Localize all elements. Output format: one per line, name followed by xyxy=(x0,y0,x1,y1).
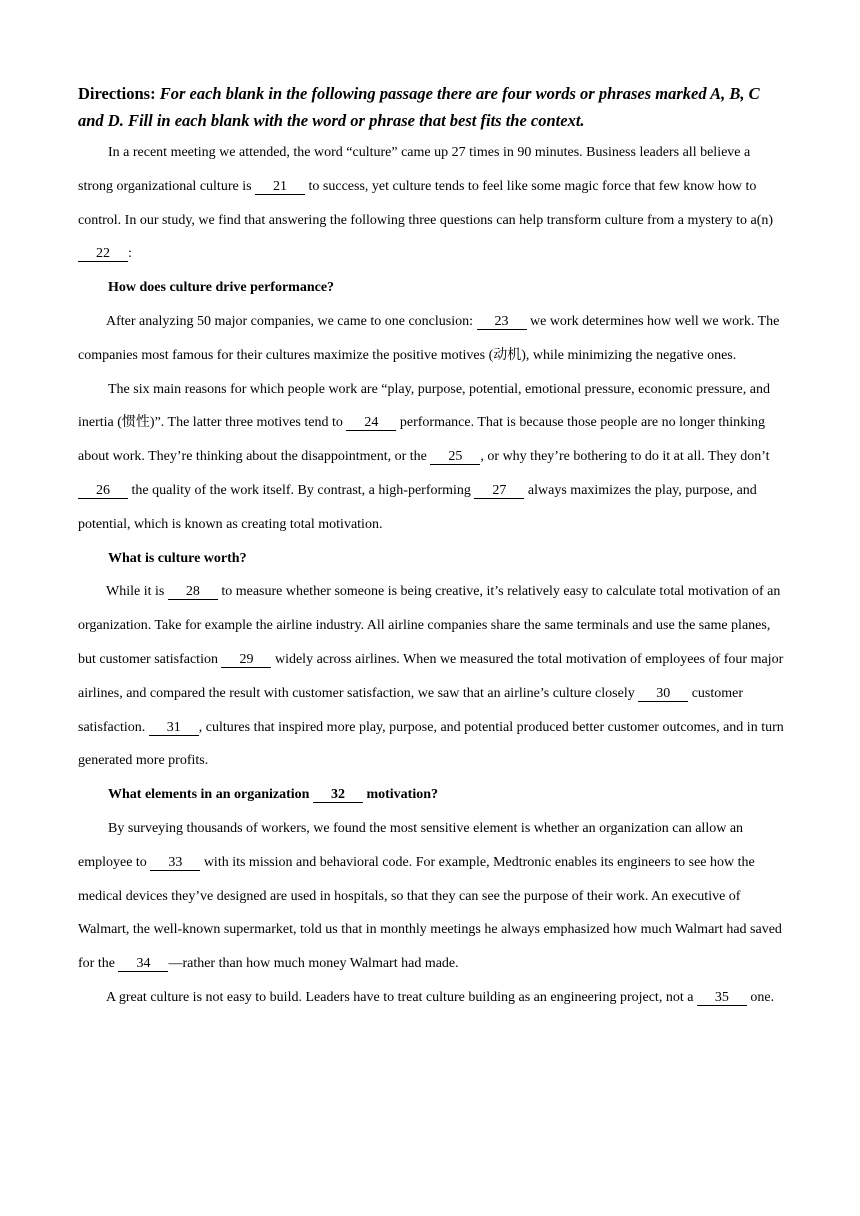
blank-34[interactable]: 34 xyxy=(118,956,168,972)
paragraph-text: always maximizes the play, purpose, and potential, which is known as creating total motivation. xyxy=(78,482,757,532)
section-heading-2: What is culture worth? xyxy=(108,550,247,566)
heading-text: What elements in an organization xyxy=(108,787,313,803)
blank-21[interactable]: 21 xyxy=(255,179,305,195)
paragraph-text: The six main reasons for which people work are “play, purpose, potential, emotional pressure, economic pressure, and inertia (惯性)”. The latter three motives tend to xyxy=(78,381,770,431)
section-heading-3 xyxy=(78,778,784,812)
blank-27[interactable]: 27 xyxy=(474,483,524,499)
directions xyxy=(78,80,784,134)
paragraph-text: we work determines how well we work. The companies most famous for their cultures maximize the positive motives (动机), while minimizing the negative ones. xyxy=(78,313,780,363)
directions-label: Directions: xyxy=(78,84,156,103)
blank-22[interactable]: 22 xyxy=(78,246,128,262)
paragraph-text: A great culture is not easy to build. Leaders have to treat culture building as an engineering project, not a xyxy=(106,989,697,1005)
paragraph-text: While it is xyxy=(106,584,168,600)
section-heading-1: How does culture drive performance? xyxy=(108,280,335,296)
paragraph-4 xyxy=(78,575,784,778)
blank-33[interactable]: 33 xyxy=(150,855,200,871)
paragraph-text: to measure whether someone is being creative, it’s relatively easy to calculate total motivation of an organization. Take for example the airline industry. All airline companies share the same terminals and use the same planes, but customer satisfaction xyxy=(78,584,781,667)
blank-32[interactable]: 32 xyxy=(313,787,363,803)
paragraph-text: customer satisfaction. xyxy=(78,685,744,735)
blank-29[interactable]: 29 xyxy=(221,652,271,668)
paragraph-text: —rather than how much money Walmart had made. xyxy=(168,956,459,972)
blank-26[interactable]: 26 xyxy=(78,483,128,499)
paragraph-text: : xyxy=(128,246,132,262)
paragraph-6 xyxy=(78,981,784,1015)
paragraph-text: with its mission and behavioral code. For example, Medtronic enables its engineers to see how the medical devices they’ve designed are used in hospitals, so that they can see the purpose of their work. An executive of Walmart, the well-known supermarket, told us that in monthly meetings he always emphasized how much Walmart had saved for the xyxy=(78,854,782,972)
directions-text: For each blank in the following passage there are four words or phrases marked A, B, C and D. Fill in each blank with the word or phrase that best fits the context. xyxy=(78,84,760,130)
paragraph-text: By surveying thousands of workers, we found the most sensitive element is whether an organization can allow an employee to xyxy=(78,820,744,870)
blank-25[interactable]: 25 xyxy=(430,449,480,465)
blank-31[interactable]: 31 xyxy=(149,720,199,736)
paragraph-text: the quality of the work itself. By contrast, a high-performing xyxy=(128,482,475,498)
paragraph-text: , or why they’re bothering to do it at all. They don’t xyxy=(480,449,770,465)
paragraph-text: one. xyxy=(746,989,775,1005)
blank-30[interactable]: 30 xyxy=(638,686,688,702)
paragraph-text: After analyzing 50 major companies, we came to one conclusion: xyxy=(106,313,477,329)
heading-text: motivation? xyxy=(362,787,439,803)
blank-23[interactable]: 23 xyxy=(477,314,527,330)
blank-24[interactable]: 24 xyxy=(346,415,396,431)
paragraph-text: In a recent meeting we attended, the word “culture” came up 27 times in 90 minutes. Business leaders all believe a strong organizational culture is xyxy=(78,145,751,194)
paragraph-text: widely across airlines. When we measured the total motivation of employees of four major airlines, and compared the result with customer satisfaction, we saw that an airline’s culture closely xyxy=(78,651,784,701)
paragraph-text: performance. That is because those people are no longer thinking about work. They’re thinking about the disappointment, or the xyxy=(78,415,766,465)
passage-page xyxy=(78,80,784,1015)
paragraph-text: to success, yet culture tends to feel like some magic force that few know how to control. In our study, we find that answering the following three questions can help transform culture from a mystery to a(n) xyxy=(78,178,774,228)
paragraph-5 xyxy=(78,812,784,981)
paragraph-text: , cultures that inspired more play, purpose, and potential produced better customer outcomes, and in turn generated more profits. xyxy=(78,719,784,769)
blank-28[interactable]: 28 xyxy=(168,584,218,600)
paragraph-1 xyxy=(78,136,784,271)
blank-35[interactable]: 35 xyxy=(697,990,747,1006)
paragraph-3 xyxy=(78,373,784,542)
paragraph-2 xyxy=(78,305,784,373)
